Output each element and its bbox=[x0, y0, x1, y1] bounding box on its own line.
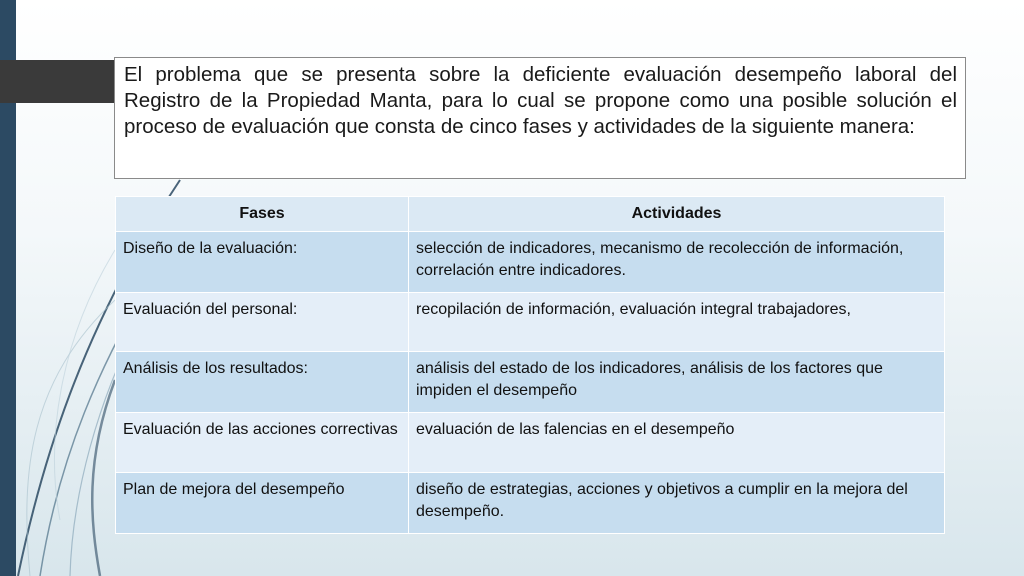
actividad-cell: evaluación de las falencias en el desempeño bbox=[409, 413, 945, 473]
table-row bbox=[116, 352, 945, 413]
table-row bbox=[116, 473, 945, 534]
phases-table bbox=[115, 196, 945, 534]
fase-cell: Diseño de la evaluación: bbox=[116, 232, 409, 293]
header-fases: Fases bbox=[116, 197, 409, 232]
actividad-cell: análisis del estado de los indicadores, análisis de los factores que impiden el desempeño bbox=[409, 352, 945, 413]
table-row bbox=[116, 293, 945, 352]
title-accent-tab bbox=[0, 60, 114, 103]
actividad-cell: recopilación de información, evaluación integral trabajadores, bbox=[409, 293, 945, 352]
table-row bbox=[116, 232, 945, 293]
actividad-cell: diseño de estrategias, acciones y objetivos a cumplir en la mejora del desempeño. bbox=[409, 473, 945, 534]
fase-cell: Análisis de los resultados: bbox=[116, 352, 409, 413]
table-row bbox=[116, 413, 945, 473]
intro-paragraph: El problema que se presenta sobre la deficiente evaluación desempeño laboral del Registro de la Propiedad Manta, para lo cual se propone como una posible solución el proceso de evaluación que consta de cinco fases y actividades de la siguiente manera: bbox=[114, 57, 966, 179]
header-actividades: Actividades bbox=[409, 197, 945, 232]
fase-cell: Evaluación del personal: bbox=[116, 293, 409, 352]
table-header-row bbox=[116, 197, 945, 232]
fase-cell: Plan de mejora del desempeño bbox=[116, 473, 409, 534]
fase-cell: Evaluación de las acciones correctivas bbox=[116, 413, 409, 473]
actividad-cell: selección de indicadores, mecanismo de recolección de información, correlación entre indicadores. bbox=[409, 232, 945, 293]
